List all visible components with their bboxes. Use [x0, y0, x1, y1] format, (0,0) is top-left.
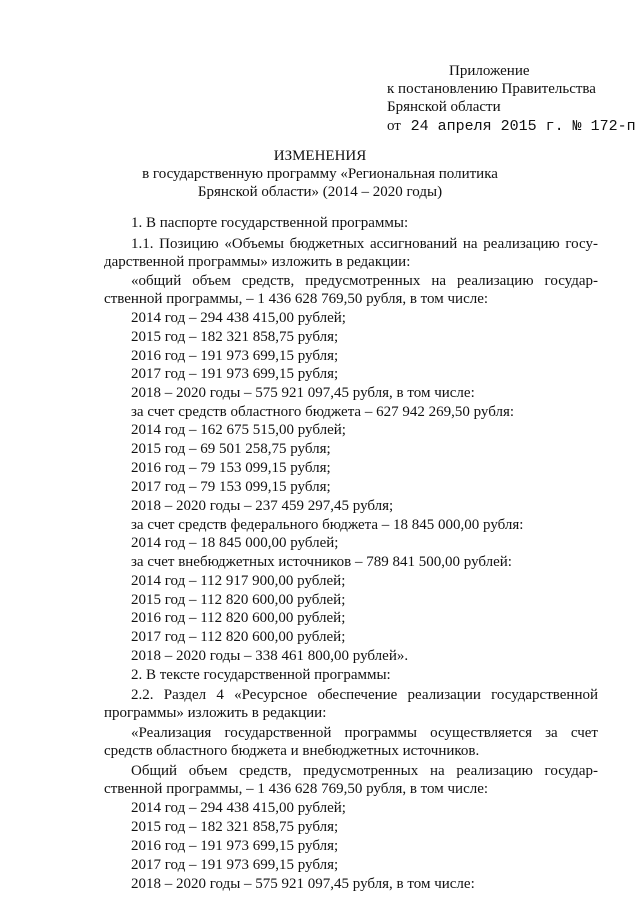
- paragraph-line: 2014 год – 18 845 000,00 рублей;: [131, 535, 339, 551]
- paragraph-line: за счет средств федерального бюджета – 18 845 000,00 рубля:: [131, 517, 524, 533]
- paragraph-line: программы» изложить в редакции:: [104, 705, 327, 721]
- paragraph-line: 2014 год – 112 917 900,00 рублей;: [131, 573, 346, 589]
- paragraph-line: 1. В паспорте государственной программы:: [131, 215, 409, 231]
- paragraph-line: 2.2. Раздел 4 «Ресурсное обеспечение реализации государственной: [131, 687, 598, 703]
- document-subtitle-1: в государственную программу «Региональная политика: [142, 166, 498, 182]
- paragraph-line: 2016 год – 112 820 600,00 рублей;: [131, 610, 346, 626]
- paragraph-line: 1.1. Позицию «Объемы бюджетных ассигнований на реализацию госу-: [131, 236, 598, 252]
- paragraph-line: 2017 год – 191 973 699,15 рубля;: [131, 366, 339, 382]
- paragraph-line: 2014 год – 294 438 415,00 рублей;: [131, 310, 346, 326]
- paragraph-line: 2017 год – 112 820 600,00 рублей;: [131, 629, 346, 645]
- paragraph-line: 2015 год – 69 501 258,75 рубля;: [131, 441, 331, 457]
- paragraph-line: 2018 – 2020 годы – 338 461 800,00 рублей».: [131, 648, 409, 664]
- date-prefix: от: [387, 118, 401, 134]
- paragraph-line: 2016 год – 79 153 099,15 рубля;: [131, 460, 331, 476]
- paragraph-line: за счет средств областного бюджета – 627 942 269,50 рубля:: [131, 404, 515, 420]
- paragraph-line: 2015 год – 182 321 858,75 рубля;: [131, 329, 339, 345]
- resolution-label: к постановлению Правительства: [387, 81, 596, 97]
- paragraph-line: Общий объем средств, предусмотренных на реализацию государ-: [131, 763, 598, 779]
- paragraph-line: 2014 год – 162 675 515,00 рублей;: [131, 422, 346, 438]
- paragraph-line: 2. В тексте государственной программы:: [131, 667, 391, 683]
- paragraph-line: 2016 год – 191 973 699,15 рубля;: [131, 838, 339, 854]
- document-title: ИЗМЕНЕНИЯ: [273, 148, 367, 164]
- paragraph-line: 2017 год – 191 973 699,15 рубля;: [131, 857, 339, 873]
- paragraph-line: 2017 год – 79 153 099,15 рубля;: [131, 479, 331, 495]
- paragraph-line: 2018 – 2020 годы – 237 459 297,45 рубля;: [131, 498, 394, 514]
- paragraph-line: «общий объем средств, предусмотренных на реализацию государ-: [131, 273, 598, 289]
- paragraph-line: средств областного бюджета и внебюджетных источников.: [104, 743, 480, 759]
- paragraph-line: 2015 год – 112 820 600,00 рублей;: [131, 592, 346, 608]
- resolution-date: [387, 117, 636, 136]
- appendix-label: Приложение: [449, 63, 530, 79]
- region-label: Брянской области: [387, 99, 501, 115]
- paragraph-line: 2015 год – 182 321 858,75 рубля;: [131, 819, 339, 835]
- paragraph-line: 2018 – 2020 годы – 575 921 097,45 рубля, в том числе:: [131, 876, 475, 892]
- document-subtitle-2: Брянской области» (2014 – 2020 годы): [197, 184, 443, 200]
- paragraph-line: «Реализация государственной программы осуществляется за счет: [131, 725, 598, 741]
- paragraph-line: за счет внебюджетных источников – 789 841 500,00 рублей:: [131, 554, 512, 570]
- paragraph-line: дарственной программы» изложить в редакции:: [104, 254, 411, 270]
- paragraph-line: 2018 – 2020 годы – 575 921 097,45 рубля, в том числе:: [131, 385, 475, 401]
- date-value: 24 апреля 2015 г. № 172-п: [410, 118, 636, 135]
- paragraph-line: ственной программы, – 1 436 628 769,50 рубля, в том числе:: [104, 291, 489, 307]
- paragraph-line: 2016 год – 191 973 699,15 рубля;: [131, 348, 339, 364]
- paragraph-line: 2014 год – 294 438 415,00 рублей;: [131, 800, 346, 816]
- paragraph-line: ственной программы, – 1 436 628 769,50 рубля, в том числе:: [104, 781, 489, 797]
